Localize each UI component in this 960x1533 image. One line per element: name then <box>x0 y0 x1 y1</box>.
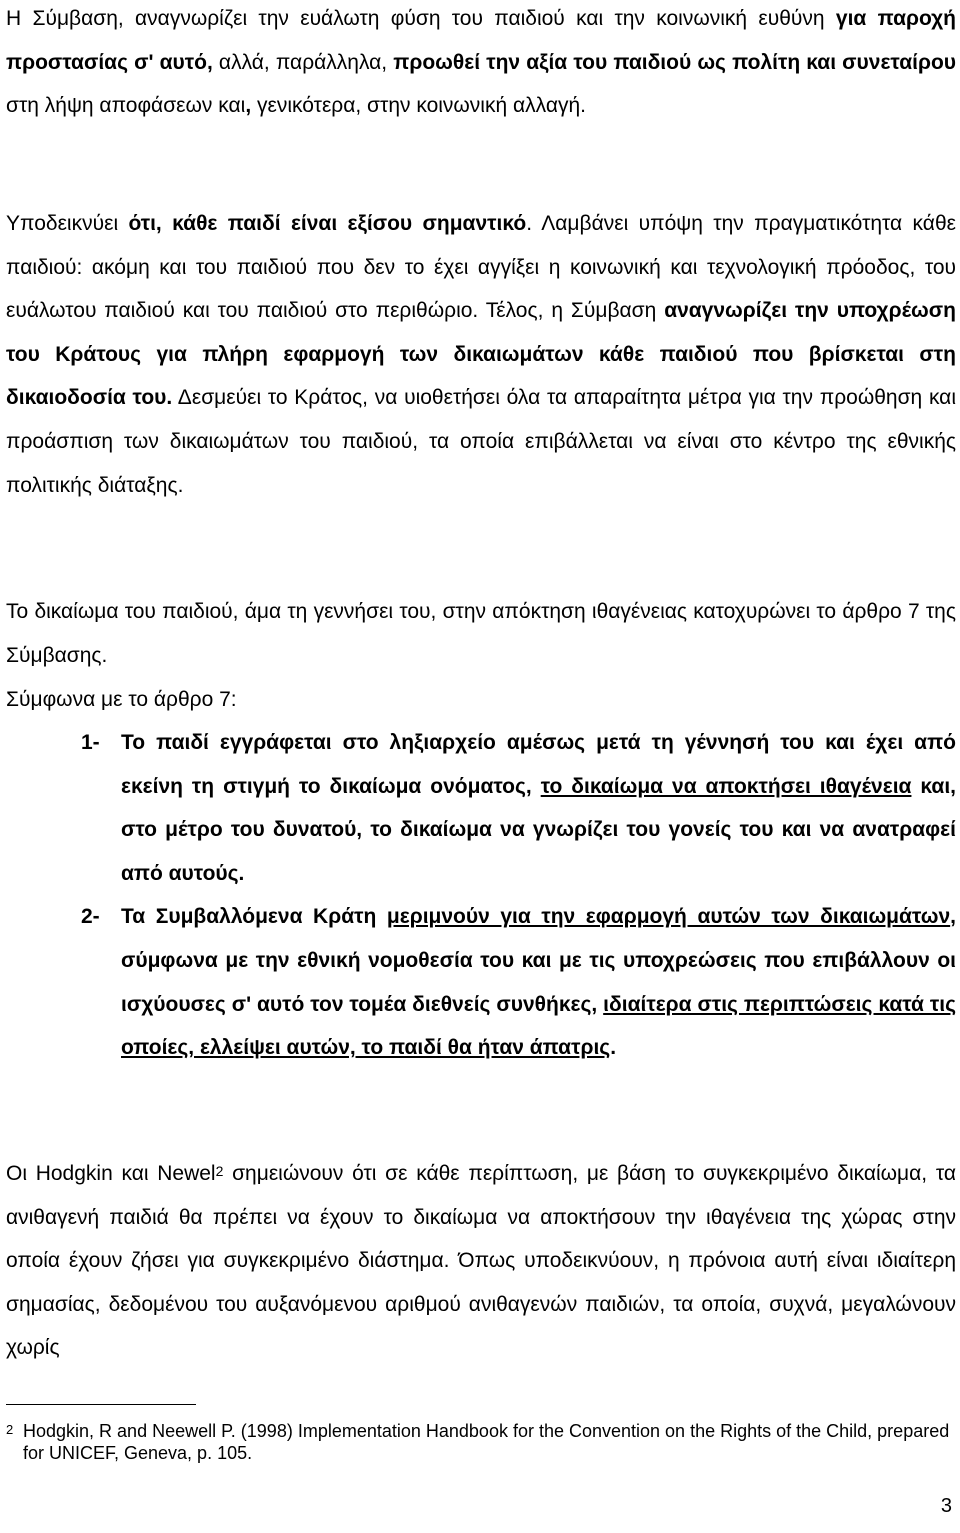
para1-text-4: γενικότερα, στην κοινωνική αλλαγή. <box>251 94 586 118</box>
para1-text-2: αλλά, παράλληλα, <box>212 50 394 74</box>
para2-bold-1: ότι, κάθε παιδί είναι εξίσου σημαντικό <box>128 212 527 235</box>
list-item-text: Το παιδί εγγράφεται στο ληξιαρχείο αμέσως μετά τη γέννησή του και έχει από εκείνη τη στιγμή το δικαίωμα ονόματος, <box>121 731 956 798</box>
paragraph-5 <box>6 1152 956 1370</box>
list-item-text: και, στο μέτρο του δυνατού, το δικαίωμα να γνωρίζει του γονείς του και να ανατραφεί από αυτούς. <box>121 774 956 885</box>
footnote-mark: 2 <box>6 1422 14 1437</box>
list-item-text: Τα Συμβαλλόμενα Κράτη <box>121 905 387 929</box>
para2-bold-2: αναγνωρίζει την υποχρέωση του Κράτους για πλήρη εφαρμογή των δικαιωμάτων κάθε παιδιού που βρίσκεται στη δικαιοδοσία του. <box>6 299 956 410</box>
list-item-number: 1- <box>81 731 100 754</box>
list-item <box>6 895 956 1069</box>
list-item-underlined: μεριμνούν για την εφαρμογή αυτών των δικαιωμάτων <box>386 905 951 929</box>
footnote-reference[interactable]: 2 <box>215 1163 224 1179</box>
paragraph-1 <box>6 0 956 128</box>
para1-text-1: Η Σύμβαση, αναγνωρίζει την ευάλωτη φύση του παιδιού και την κοινωνική ευθύνη <box>6 7 836 30</box>
paragraph-2 <box>6 202 956 507</box>
page-number: 3 <box>940 1495 952 1517</box>
para1-bold-3: , <box>245 94 252 118</box>
para1-text-3: στη λήψη αποφάσεων και <box>6 94 246 118</box>
list-item-text: . <box>610 1036 617 1060</box>
paragraph-3: Το δικαίωμα του παιδιού, άμα τη γεννήσει του, στην απόκτηση ιθαγένειας κατοχυρώνει το άρθρο 7 της Σύμβασης. <box>6 600 956 667</box>
footnote-separator <box>6 1404 196 1405</box>
para2-text-2: . Λαμβάνει υπόψη την πραγματικότητα κάθε παιδιού: ακόμη και του παιδιού που δεν το έχει αγγίξει η κοινωνική και τεχνολογική πρόοδος, του ευάλωτου παιδιού και του παιδιού στο περιθώριο. Τέλος, η Σύμβαση <box>6 212 956 323</box>
para2-text-3: Δεσμεύει το Κράτος, να υιοθετήσει όλα τα απαραίτητα μέτρα για την προώθηση και προάσπιση των δικαιωμάτων του παιδιού, τα οποία επιβάλλεται να είναι στο κέντρο της εθνικής πολιτικής διάταξης. <box>6 386 956 497</box>
footnote <box>6 1420 956 1464</box>
paragraph-4: Σύμφωνα με το άρθρο 7: <box>6 688 237 711</box>
para1-bold-1: για παροχή προστασίας σ' αυτό, <box>6 7 957 74</box>
list-item <box>6 721 956 895</box>
list-item-underlined: το δικαίωμα να αποκτήσει ιθαγένεια <box>540 774 912 798</box>
para2-text-1: Υποδεικνύει <box>6 212 129 235</box>
list-item-underlined: ιδιαίτερα στις περιπτώσεις κατά τις οποίες, ελλείψει αυτών, το παιδί θα ήταν άπατρις <box>121 992 956 1060</box>
para5-text-2: σημειώνουν ότι σε κάθε περίπτωση, με βάση το συγκεκριμένο δικαίωμα, τα ανιθαγενή παιδιά θα πρέπει να έχουν το δικαίωμα να αποκτήσουν την ιθαγένεια της χώρας στην οποία έχουν ζήσει για συγκεκριμένο διάστημα. Όπως υποδεικνύουν, η πρόνοια αυτή είναι ιδιαίτερη σημασίας, δεδομένου του αυξανόμενου αριθμού ανιθαγενών παιδιών, τα οποία, συχνά, μεγαλώνουν χωρίς <box>6 1162 956 1360</box>
para1-bold-2: προωθεί την αξία του παιδιού ως πολίτη και συνεταίρου <box>393 50 956 74</box>
footnote-text: Hodgkin, R and Neewell P. (1998) Implementation Handbook for the Convention on the Rights of the Child, prepared for UNICEF, Geneva, p. 105. <box>23 1421 950 1463</box>
list-item-number: 2- <box>81 905 100 929</box>
para5-text-1: Οι Hodgkin και Newel <box>6 1162 216 1185</box>
list-item-text: , σύμφωνα με την εθνική νομοθεσία του και με τις υποχρεώσεις που επιβάλλουν οι ισχύουσες σ' αυτό τον τομέα διεθνείς συνθήκες, <box>121 905 956 1016</box>
article-7-list <box>6 721 956 1070</box>
